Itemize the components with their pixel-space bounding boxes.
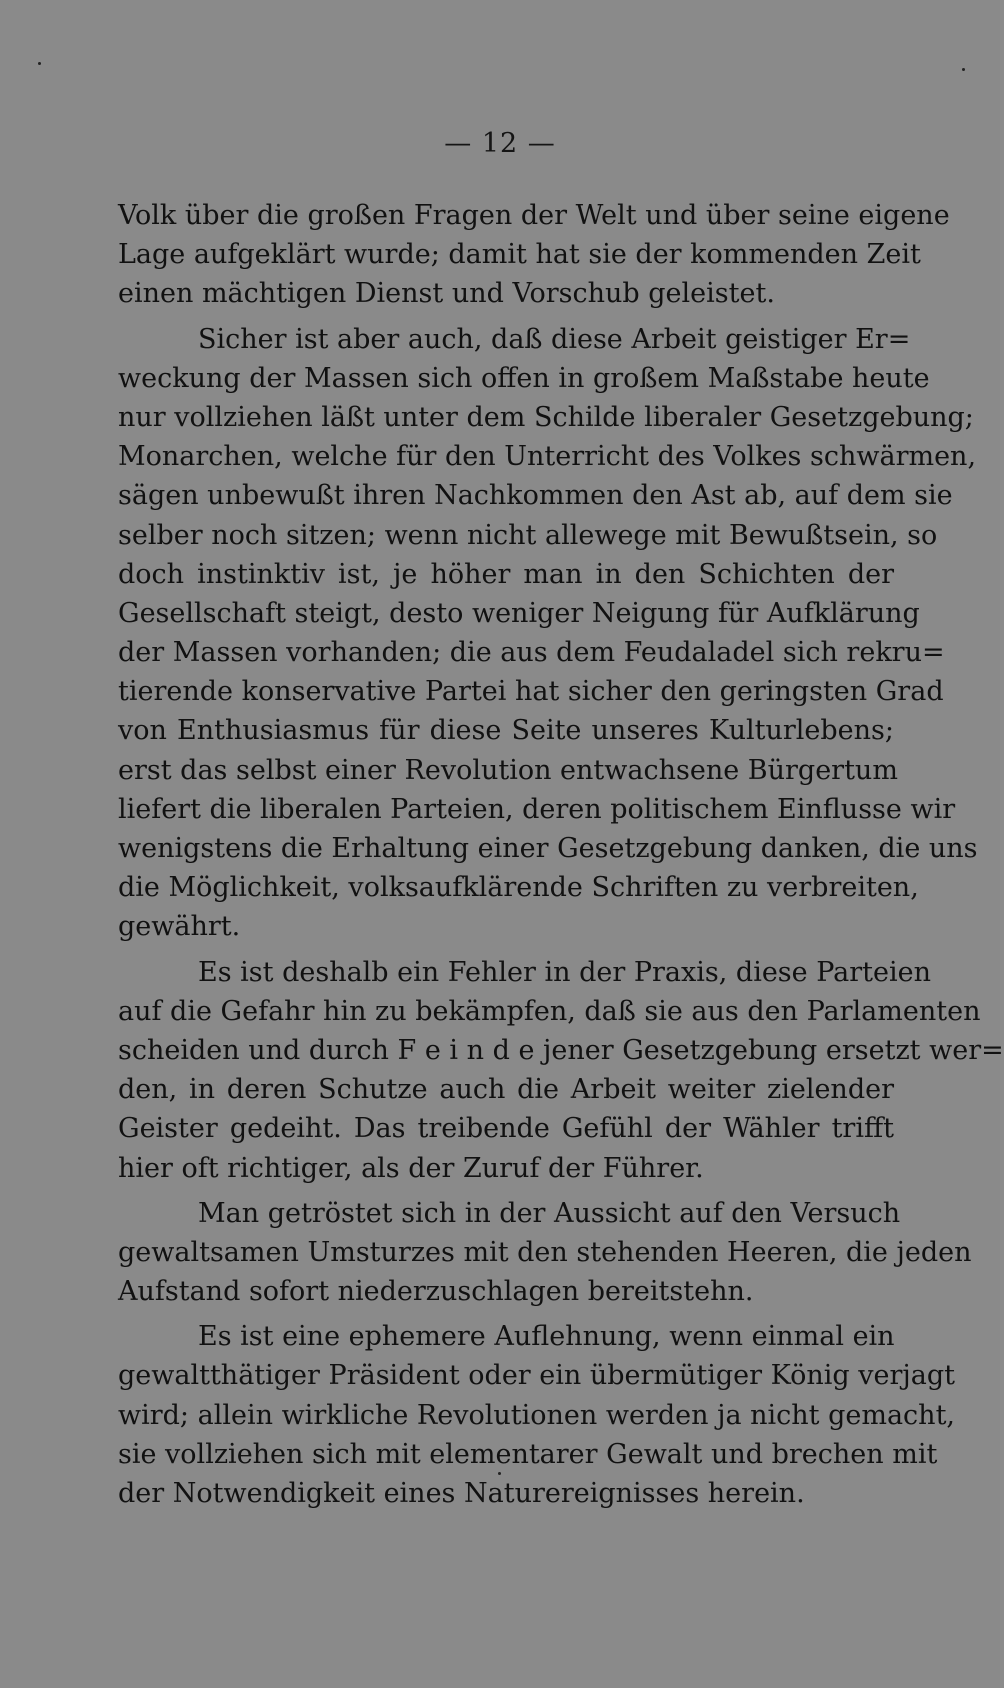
text-line: tierende konservative Partei hat sicher den geringsten Grad bbox=[118, 676, 944, 708]
text-line: doch instinktiv ist, je höher man in den Schichten der bbox=[118, 558, 894, 590]
text-line: weckung der Massen sich offen in großem Maßstabe heute bbox=[118, 362, 930, 394]
text-line: die Möglichkeit, volksaufklärende Schriften zu verbreiten, bbox=[118, 872, 919, 904]
text-line: einen mächtigen Dienst und Vorschub geleistet. bbox=[118, 278, 775, 310]
paragraph bbox=[118, 196, 950, 314]
text-line: wird; allein wirkliche Revolutionen werden ja nicht gemacht, bbox=[118, 1399, 955, 1431]
text-line: sie vollziehen sich mit elementarer Gewalt und brechen mit bbox=[118, 1438, 938, 1470]
text-line: Monarchen, welche für den Unterricht des Volkes schwärmen, bbox=[118, 441, 977, 473]
text-line: gewaltsamen Umsturzes mit den stehenden Heeren, die jeden bbox=[118, 1236, 972, 1268]
text-line: nur vollziehen läßt unter dem Schilde liberaler Gesetzgebung; bbox=[118, 401, 974, 433]
text-line: von Enthusiasmus für diese Seite unseres Kulturlebens; bbox=[118, 715, 894, 747]
text-line: den, in deren Schutze auch die Arbeit weiter zielender bbox=[118, 1074, 894, 1106]
body-text bbox=[118, 196, 1004, 1519]
paragraph bbox=[118, 1194, 972, 1312]
paragraph bbox=[118, 320, 978, 947]
text-line: gewaltthätiger Präsident oder ein übermütiger König verjagt bbox=[118, 1360, 955, 1392]
text-line: gewährt. bbox=[118, 911, 241, 943]
text-line: liefert die liberalen Parteien, deren politischem Einflusse wir bbox=[118, 793, 956, 825]
text-line: Lage aufgeklärt wurde; damit hat sie der kommenden Zeit bbox=[118, 239, 921, 271]
text-line: wenigstens die Erhaltung einer Gesetzgebung danken, die uns bbox=[118, 833, 978, 864]
text-line: sägen unbewußt ihren Nachkommen den Ast ab, auf dem sie bbox=[118, 480, 953, 512]
text-line: der Massen vorhanden; die aus dem Feudaladel sich rekru= bbox=[118, 637, 945, 669]
text-line: selber noch sitzen; wenn nicht allewege mit Bewußtsein, so bbox=[118, 519, 938, 551]
paragraph bbox=[118, 953, 1004, 1188]
paper-speck bbox=[962, 68, 965, 71]
text-line: Es ist deshalb ein Fehler in der Praxis, diese Parteien bbox=[198, 956, 932, 988]
paper-speck bbox=[498, 1472, 501, 1475]
text-line: Geister gedeiht. Das treibende Gefühl der Wähler trifft bbox=[118, 1113, 894, 1145]
text-line: scheiden und durch F e i n d e jener Gesetzgebung ersetzt wer= bbox=[118, 1034, 1004, 1066]
text-line: Sicher ist aber auch, daß diese Arbeit geistiger Er= bbox=[198, 323, 911, 355]
text-line: der Notwendigkeit eines Naturereignisses herein. bbox=[118, 1478, 805, 1509]
text-line: auf die Gefahr hin zu bekämpfen, daß sie aus den Parlamenten bbox=[118, 995, 981, 1027]
text-line: hier oft richtiger, als der Zuruf der Führer. bbox=[118, 1152, 704, 1184]
page-number: — 12 — bbox=[444, 128, 556, 159]
text-line: Aufstand sofort niederzuschlagen bereitstehn. bbox=[118, 1276, 754, 1308]
text-line: erst das selbst einer Revolution entwachsene Bürgertum bbox=[118, 754, 898, 786]
paragraph bbox=[118, 1317, 955, 1513]
text-line: Man getröstet sich in der Aussicht auf den Versuch bbox=[198, 1197, 901, 1229]
text-line: Gesellschaft steigt, desto weniger Neigung für Aufklärung bbox=[118, 597, 920, 629]
text-line: Volk über die großen Fragen der Welt und über seine eigene bbox=[118, 200, 950, 231]
text-line: Es ist eine ephemere Auflehnung, wenn einmal ein bbox=[198, 1321, 895, 1353]
paper-speck bbox=[38, 62, 41, 65]
